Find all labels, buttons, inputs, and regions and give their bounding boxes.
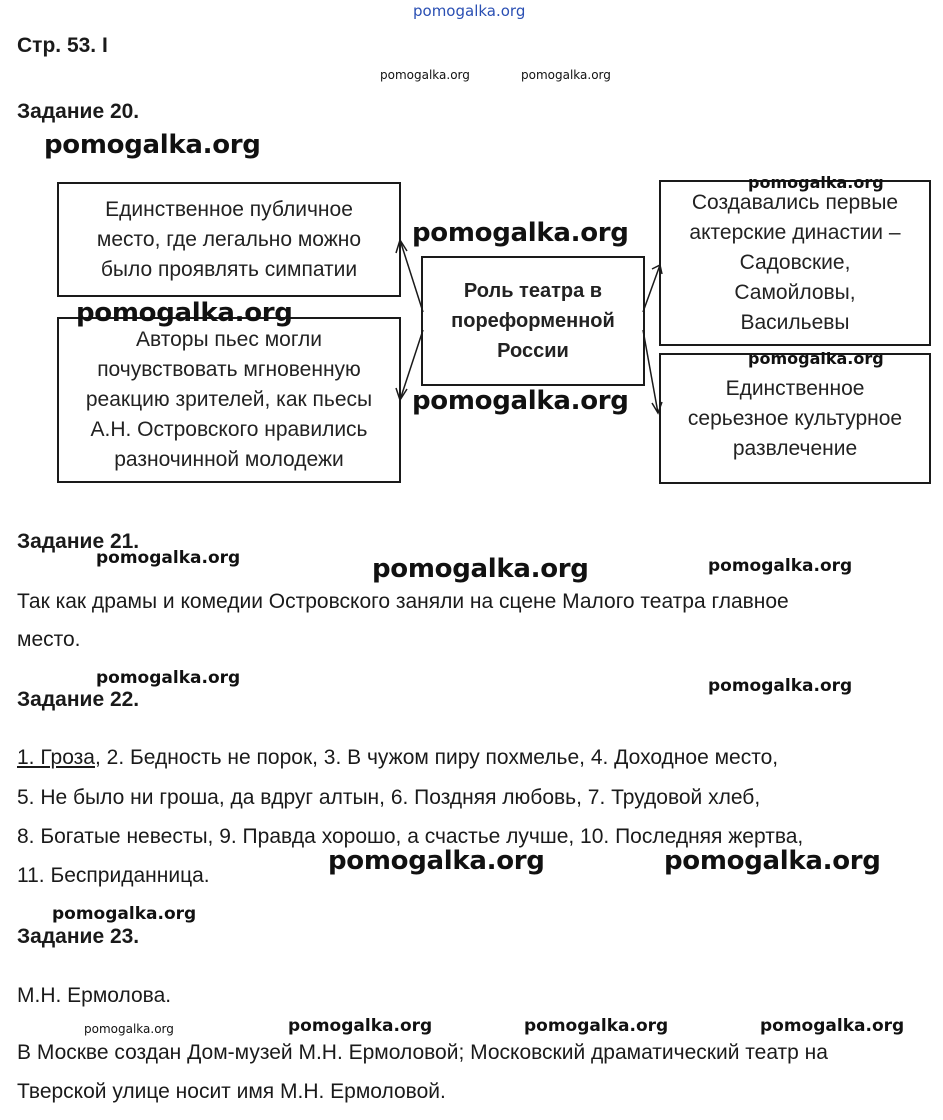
watermark-text: pomogalka.org — [748, 173, 884, 192]
box-line: актерские династии – — [689, 221, 901, 244]
watermark-text: pomogalka.org — [328, 846, 545, 876]
watermark-text: pomogalka.org — [84, 1022, 174, 1036]
watermark-text: pomogalka.org — [52, 904, 197, 924]
task22-line-rest: , 2. Бедность не порок, 3. В чужом пиру похмелье, 4. Доходное место, — [94, 746, 779, 769]
task21-line: Так как драмы и комедии Островского заняли на сцене Малого театра главное — [17, 590, 789, 613]
left-bottom-box — [57, 317, 401, 483]
task22-line: 8. Богатые невесты, 9. Правда хорошо, а счастье лучше, 10. Последняя жертва, — [17, 825, 804, 848]
watermark-text: pomogalka.org — [288, 1016, 433, 1036]
task22-line: 11. Бесприданница. — [17, 864, 210, 887]
box-line: А.Н. Островского нравились — [90, 418, 368, 441]
page-header: Стр. 53. I — [17, 34, 108, 57]
task22-line — [17, 746, 778, 770]
box-line: Создавались первые — [691, 191, 899, 214]
watermark-text: pomogalka.org — [524, 1016, 669, 1036]
watermark-text: pomogalka.org — [380, 68, 470, 82]
box-line: серьезное культурное — [687, 406, 903, 430]
box-line: Единственное — [725, 376, 865, 400]
box-line: Садовские, — [739, 251, 851, 274]
task22-line: 5. Не было ни гроша, да вдруг алтын, 6. Поздняя любовь, 7. Трудовой хлеб, — [17, 786, 761, 809]
box-line: разночинной молодежи — [114, 448, 344, 471]
watermark-text: pomogalka.org — [413, 2, 526, 20]
watermark-text: pomogalka.org — [708, 676, 853, 696]
arrow-to-right-bottom — [643, 330, 658, 413]
box-line: почувствовать мгновенную — [97, 358, 361, 381]
right-top-box — [659, 180, 931, 346]
task23-line: В Москве создан Дом-музей М.Н. Ермоловой; Московский драматический театр на — [17, 1041, 828, 1064]
watermark-text: pomogalka.org — [521, 68, 611, 82]
box-line: Роль театра в — [463, 280, 603, 302]
box-line: развлечение — [732, 436, 858, 460]
center-box — [421, 256, 645, 386]
right-bottom-box — [659, 353, 931, 484]
box-line: Авторы пьес могли — [136, 328, 322, 351]
watermark-text: pomogalka.org — [664, 846, 881, 876]
watermark-text: pomogalka.org — [760, 1016, 905, 1036]
left-top-box — [57, 182, 401, 297]
box-line: пореформенной — [451, 310, 615, 332]
task21-line: место. — [17, 628, 81, 651]
task23-line: Тверской улице носит имя М.Н. Ермоловой. — [17, 1080, 446, 1103]
watermark-text: pomogalka.org — [372, 554, 589, 584]
box-line: России — [497, 340, 569, 362]
watermark-text: pomogalka.org — [708, 556, 853, 576]
watermark-text: pomogalka.org — [748, 349, 884, 368]
task21-title: Задание 21. — [17, 530, 140, 553]
box-line: место, где легально можно — [96, 227, 362, 251]
task22-title: Задание 22. — [17, 688, 140, 711]
watermark-text: pomogalka.org — [412, 386, 629, 416]
box-line: Васильевы — [740, 311, 850, 334]
watermark-text: pomogalka.org — [44, 130, 261, 160]
box-line: Самойловы, — [734, 281, 856, 304]
first-item-underlined: 1. Гроза — [17, 746, 95, 769]
task20-title: Задание 20. — [17, 100, 140, 123]
arrow-to-left-top — [400, 240, 423, 312]
task23-name: М.Н. Ермолова. — [17, 984, 172, 1007]
watermark-text: pomogalka.org — [96, 668, 241, 688]
watermark-text: pomogalka.org — [96, 548, 241, 568]
arrow-to-right-top — [643, 265, 660, 312]
box-line: было проявлять симпатии — [100, 257, 358, 281]
watermark-text: pomogalka.org — [412, 218, 629, 248]
box-line: Единственное публичное — [105, 197, 353, 221]
task23-title: Задание 23. — [17, 925, 140, 948]
box-line: реакцию зрителей, как пьесы — [85, 388, 373, 411]
watermark-text: pomogalka.org — [76, 298, 293, 328]
